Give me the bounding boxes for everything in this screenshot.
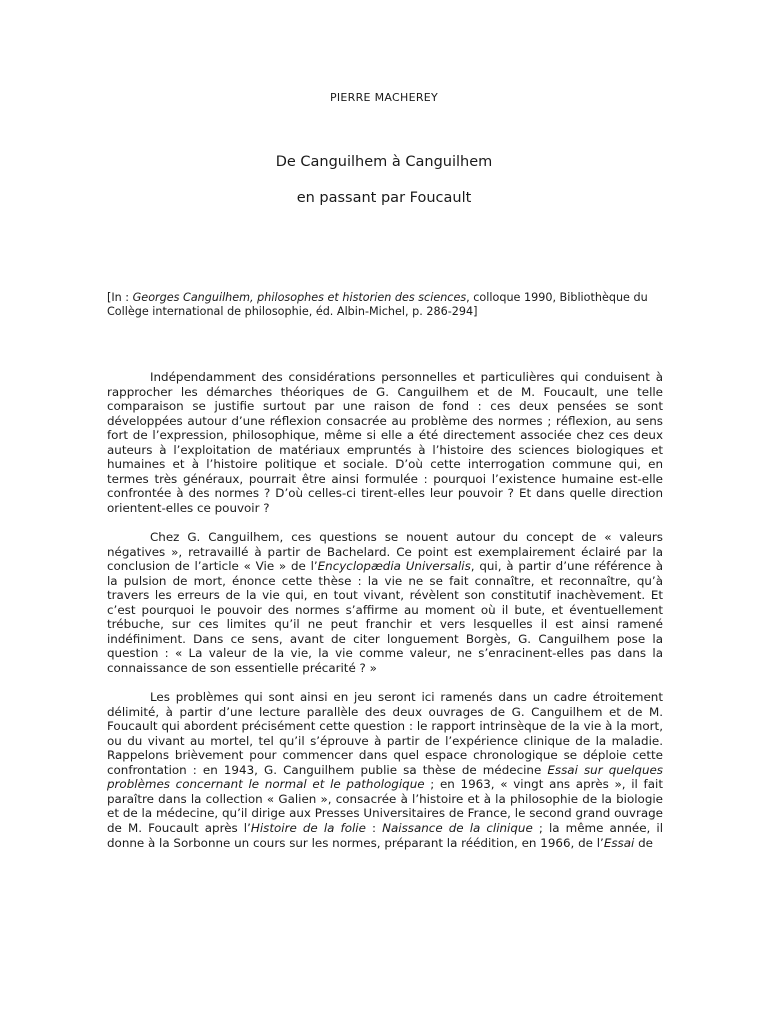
body-text [107,370,663,865]
text-run: de [634,835,653,850]
author-name: PIERRE MACHEREY [329,91,439,104]
text-run: Indépendamment des considérations personnelles et particulières qui conduisent à rapprocher les démarches théoriques de G. Canguilhem et de M. Foucault, une telle comparaison se justifie surtout par une raison de fond : ces deux pensées se sont développées autour d’une réflexion consacrée au problème des normes ; réflexion, au sens fort de l’expression, philosophique, même si elle a été directement associée chez ces deux auteurs à l’exploitation de matériaux empruntés à l’histoire des sciences biologiques et humaines et à l’histoire politique et sociale. D’où cette interrogation commune qui, en termes très généraux, pourrait être ainsi formulée : pourquoi l’existence humaine est-elle confrontée à des normes ? D’où celles-ci tirent-elles leur pouvoir ? Et dans quelle direction orientent-elles ce pouvoir ? [107,370,663,515]
reference-book-title: Georges Canguilhem, philosophes et historien des sciences [132,291,467,304]
italic-title: Essai [603,835,635,850]
italic-title: Naissance de la clinique [382,820,533,835]
reference-prefix: [In : [107,291,133,304]
text-run: Chez G. Canguilhem, ces questions se nouent autour du concept de « valeurs négatives », retravaillé à partir de Bachelard. Ce point est exemplairement éclairé par la conclusion de l’article « Vie » de l’ [107,530,663,574]
title-line-2: en passant par Foucault [296,190,472,206]
italic-title: Essai sur quelques problèmes concernant le normal et le pathologique [107,762,663,792]
paragraph [107,530,663,675]
italic-title: Encyclopædia Universalis [317,559,471,574]
text-run: , qui, à partir d’une référence à la pulsion de mort, énonce cette thèse : la vie ne se fait connaître, et reconnaître, qu’à travers les erreurs de la vie qui, en tout vivant, révèlent son constitutif inachèvement. Et c’est pourquoi le pouvoir des normes s’affirme au moment où il bute, et éventuellement trébuche, sur ces limites qu’il ne peut franchir et vers lesquelles il est ainsi ramené indéfiniment. Dans ce sens, avant de citer longuement Borgès, G. Canguilhem pose la question : « La valeur de la vie, la vie comme valeur, ne s’enracinent-elles pas dans la connaissance de son essentielle précarité ? » [107,559,663,675]
text-run: ; la même année, il donne à la Sorbonne un cours sur les normes, préparant la réédition, en 1966, de l’ [107,820,663,850]
paragraph [107,690,663,850]
italic-title: Histoire de la folie [250,820,366,835]
paragraph [107,370,663,515]
text-run: : [365,820,383,835]
title-line-1: De Canguilhem à Canguilhem [275,154,493,170]
publication-reference [107,291,662,318]
text-run: Les problèmes qui sont ainsi en jeu seront ici ramenés dans un cadre étroitement délimité, à partir d’une lecture parallèle des deux ouvrages de G. Canguilhem et de M. Foucault qui abordent précisément cette question : le rapport intrinsèque de la vie à la mort, ou du vivant au mortel, tel qu’il s’éprouve à partir de l’expérience clinique de la maladie. Rappelons brièvement pour commencer dans quel espace chronologique se déploie cette confrontation : en 1943, G. Canguilhem publie sa thèse de médecine [107,690,663,777]
reference-details: , colloque 1990, Bibliothèque du Collège international de philosophie, éd. Albin-Michel, p. 286-294] [107,291,648,318]
text-run: ; en 1963, « vingt ans après », il fait paraître dans la collection « Galien », consacrée à l’histoire et à la philosophie de la biologie et de la médecine, qu’il dirige aux Presses Universitaires de France, le second grand ouvrage de M. Foucault après l’ [107,777,663,835]
